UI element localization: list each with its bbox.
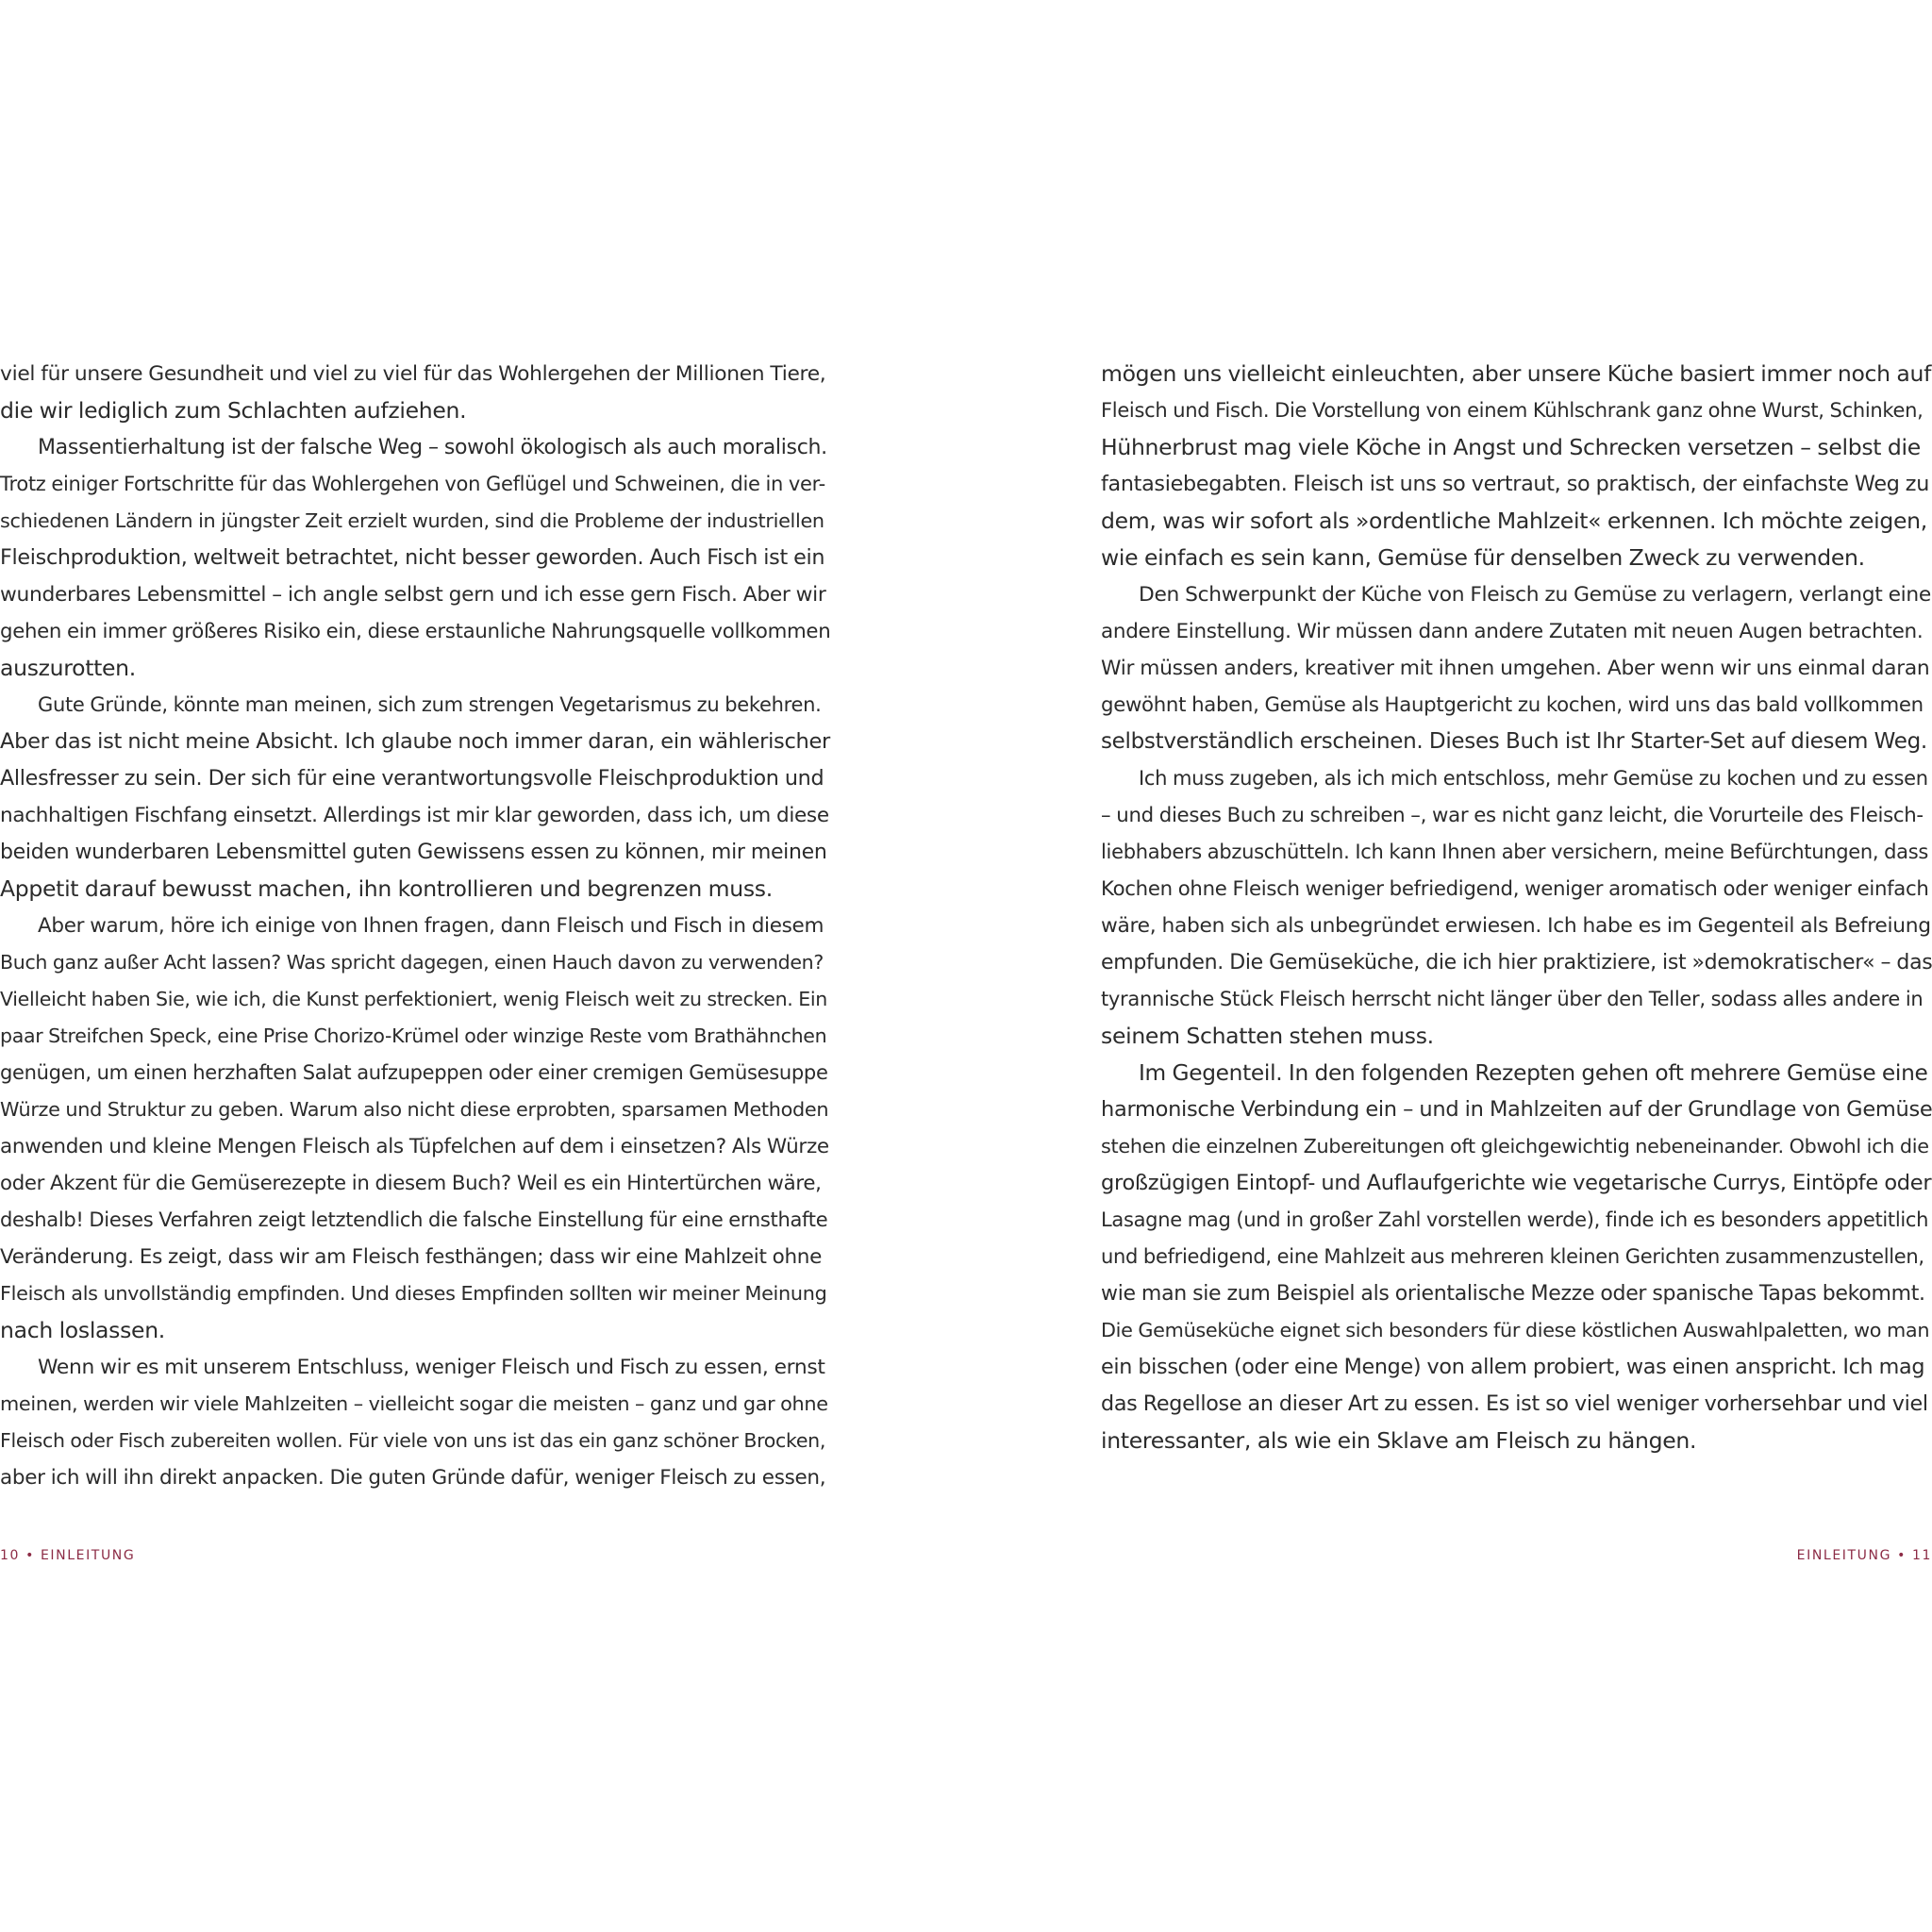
text-line: Wenn wir es mit unserem Entschluss, weniger Fleisch und Fisch zu essen, ernst [38,1356,825,1379]
text-line: die wir lediglich zum Schlachten aufziehen. [0,397,467,424]
text-line: Ich muss zugeben, als ich mich entschloss, mehr Gemüse zu kochen und zu essen [1139,767,1928,790]
text-line: gewöhnt haben, Gemüse als Hauptgericht zu kochen, wird uns das bald vollkommen [1101,693,1924,717]
text-line: das Regellose an dieser Art zu essen. Es ist so viel weniger vorhersehbar und viel [1101,1391,1928,1416]
text-line: nach loslassen. [0,1317,165,1343]
text-line: ein bisschen (oder eine Menge) von allem probiert, was einen anspricht. Ich mag [1101,1355,1925,1379]
text-line: Fleischproduktion, weltweit betrachtet, nicht besser geworden. Auch Fisch ist ein [0,545,825,570]
text-line: meinen, werden wir viele Mahlzeiten – vielleicht sogar die meisten – ganz und gar ohne [0,1392,828,1415]
text-line: Fleisch als unvollständig empfinden. Und dieses Empfinden sollten wir meiner Meinung [0,1282,827,1305]
text-line: aber ich will ihn direkt anpacken. Die guten Gründe dafür, weniger Fleisch zu essen, [0,1466,826,1490]
text-line: Hühnerbrust mag viele Köche in Angst und Schrecken versetzen – selbst die [1101,434,1921,460]
text-line: beiden wunderbaren Lebensmittel guten Gewissens essen zu können, mir meinen [0,841,827,864]
text-line: oder Akzent für die Gemüserezepte in diesem Buch? Weil es ein Hintertürchen wäre, [0,1172,822,1195]
text-line: mögen uns vielleicht einleuchten, aber unsere Küche basiert immer noch auf [1101,360,1932,387]
left-page-footer: 10 • EINLEITUNG [0,1548,136,1563]
text-line: nachhaltigen Fischfang einsetzt. Allerdings ist mir klar geworden, dass ich, um diese [0,804,829,827]
text-line: Trotz einiger Fortschritte für das Wohlergehen von Geflügel und Schweinen, die in ver- [0,473,825,495]
text-line: empfunden. Die Gemüseküche, die ich hier praktiziere, ist »demokratischer« – das [1101,951,1932,974]
text-line: anwenden und kleine Mengen Fleisch als Tüpfelchen auf dem i einsetzen? Als Würze [0,1135,829,1158]
text-line: viel für unsere Gesundheit und viel zu viel für das Wohlergehen der Millionen Tiere, [0,362,826,386]
text-line: schiedenen Ländern in jüngster Zeit erzielt wurden, sind die Probleme der industriellen [0,509,824,532]
left-page-body [0,356,830,1496]
text-line: Aber warum, höre ich einige von Ihnen fragen, dann Fleisch und Fisch in diesem [38,914,824,938]
text-line: wunderbares Lebensmittel – ich angle selbst gern und ich esse gern Fisch. Aber wir [0,583,826,607]
text-line: Buch ganz außer Acht lassen? Was spricht dagegen, einen Hauch davon zu verwenden? [0,951,824,974]
text-line: großzügigen Eintopf- und Auflaufgerichte wie vegetarische Currys, Eintöpfe oder [1101,1171,1932,1195]
text-line: liebhabers abzuschütteln. Ich kann Ihnen aber versichern, meine Befürchtungen, dass [1101,841,1929,863]
text-line: Appetit darauf bewusst machen, ihn kontrollieren und begrenzen muss. [0,875,773,902]
text-line: Gute Gründe, könnte man meinen, sich zum strengen Vegetarismus zu bekehren. [38,693,822,716]
text-line: wie man sie zum Beispiel als orientalische Mezze oder spanische Tapas bekommt. [1101,1282,1925,1306]
text-line: Würze und Struktur zu geben. Warum also nicht diese erprobten, sparsamen Methoden [0,1098,829,1121]
text-line: andere Einstellung. Wir müssen dann andere Zutaten mit neuen Augen betrachten. [1101,620,1924,643]
text-line: Fleisch und Fisch. Die Vorstellung von einem Kühlschrank ganz ohne Wurst, Schinken, [1101,399,1924,422]
text-line: paar Streifchen Speck, eine Prise Chorizo-Krümel oder winzige Reste vom Brathähnchen [0,1024,827,1047]
text-line: tyrannische Stück Fleisch herrscht nicht länger über den Teller, sodass alles andere in [1101,988,1924,1010]
text-line: interessanter, als wie ein Sklave am Fleisch zu hängen. [1101,1427,1697,1454]
text-line: Fleisch oder Fisch zubereiten wollen. Für viele von uns ist das ein ganz schöner Brocken, [0,1429,826,1452]
text-line: deshalb! Dieses Verfahren zeigt letztendlich die falsche Einstellung für eine ernsthafte [0,1208,828,1231]
text-line: – und dieses Buch zu schreiben –, war es nicht ganz leicht, die Vorurteile des Fleisch- [1101,804,1924,827]
text-line: Im Gegenteil. In den folgenden Rezepten gehen oft mehrere Gemüse eine [1139,1060,1928,1086]
text-line: auszurotten. [0,655,136,681]
text-line: gehen ein immer größeres Risiko ein, diese erstaunliche Nahrungsquelle vollkommen [0,620,831,643]
text-line: fantasiebegabten. Fleisch ist uns so vertraut, so praktisch, der einfachste Weg zu [1101,472,1929,496]
text-line: wie einfach es sein kann, Gemüse für denselben Zweck zu verwenden. [1101,544,1865,571]
text-line: Vielleicht haben Sie, wie ich, die Kunst perfektioniert, wenig Fleisch weit zu strecken. Ein [0,988,827,1010]
right-page-body [1101,356,1932,1459]
text-line: Veränderung. Es zeigt, dass wir am Fleisch festhängen; dass wir eine Mahlzeit ohne [0,1245,823,1269]
text-line: Allesfresser zu sein. Der sich für eine verantwortungsvolle Fleischproduktion und [0,766,824,791]
text-line: Massentierhaltung ist der falsche Weg – sowohl ökologisch als auch moralisch. [38,436,827,459]
text-line: Kochen ohne Fleisch weniger befriedigend, weniger aromatisch oder weniger einfach [1101,877,1929,901]
text-line: seinem Schatten stehen muss. [1101,1023,1434,1049]
text-line: Lasagne mag (und in großer Zahl vorstellen werde), finde ich es besonders appetitlich [1101,1208,1929,1231]
text-line: stehen die einzelnen Zubereitungen oft gleichgewichtig nebeneinander. Obwohl ich die [1101,1135,1929,1158]
text-line: und befriedigend, eine Mahlzeit aus mehreren kleinen Gerichten zusammenzustellen, [1101,1245,1924,1268]
text-line: wäre, haben sich als unbegründet erwiesen. Ich habe es im Gegenteil als Befreiung [1101,914,1931,938]
text-line: Wir müssen anders, kreativer mit ihnen umgehen. Aber wenn wir uns einmal daran [1101,657,1930,680]
text-line: Die Gemüseküche eignet sich besonders für diese köstlichen Auswahlpaletten, wo man [1101,1319,1930,1341]
text-line: dem, was wir sofort als »ordentliche Mahlzeit« erkennen. Ich möchte zeigen, [1101,508,1927,534]
text-line: Den Schwerpunkt der Küche von Fleisch zu Gemüse zu verlagern, verlangt eine [1139,583,1931,607]
text-line: selbstverständlich erscheinen. Dieses Buch ist Ihr Starter-Set auf diesem Weg. [1101,729,1927,754]
text-line: Aber das ist nicht meine Absicht. Ich glaube noch immer daran, ein wählerischer [0,729,830,754]
text-line: harmonische Verbindung ein – und in Mahlzeiten auf der Grundlage von Gemüse [1101,1097,1932,1122]
right-page-footer: EINLEITUNG • 11 [1796,1548,1932,1563]
text-line: genügen, um einen herzhaften Salat aufzupeppen oder einer cremigen Gemüsesuppe [0,1061,828,1084]
